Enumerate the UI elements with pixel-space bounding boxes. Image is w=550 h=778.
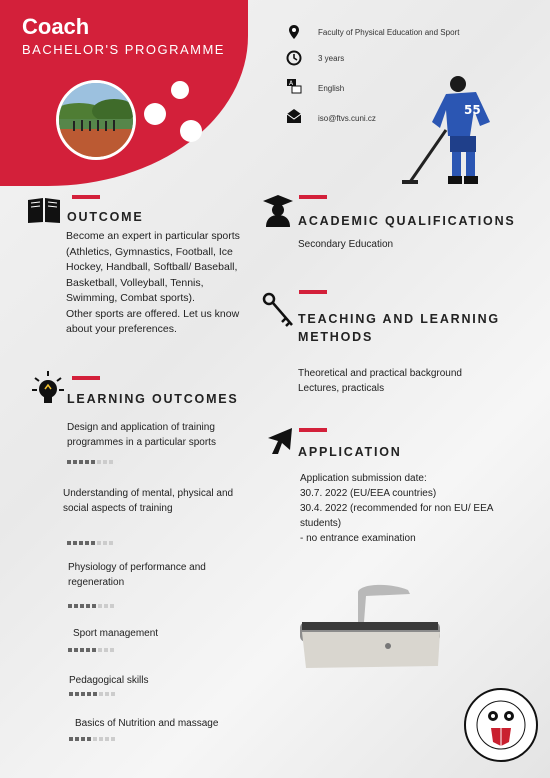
section-accent-bar (72, 376, 100, 380)
learning-item-progress (68, 648, 114, 652)
learning-item-progress (68, 604, 114, 608)
decor-dot (180, 120, 202, 142)
academic-title: ACADEMIC QUALIFICATIONS (298, 214, 516, 228)
graduate-icon (262, 194, 294, 233)
learning-item-label: Design and application of training programmes in a particular sports (67, 422, 216, 448)
info-email[interactable]: iso@ftvs.cuni.cz (318, 114, 376, 123)
treadmill-device-image (296, 582, 446, 679)
book-icon (26, 196, 62, 229)
section-accent-bar (299, 290, 327, 294)
section-accent-bar (72, 195, 100, 199)
svg-text:55: 55 (464, 103, 481, 117)
info-language: English (318, 84, 345, 93)
section-accent-bar (299, 428, 327, 432)
learning-item-label: Basics of Nutrition and massage (75, 718, 219, 729)
hockey-player-image (398, 70, 510, 195)
decor-dot (171, 81, 189, 99)
teaching-text: Theoretical and practical background Lectures, practicals (298, 368, 462, 394)
learning-item-label: Sport management (73, 628, 159, 639)
learning-item-label: Pedagogical skills (69, 675, 149, 686)
page-subtitle: BACHELOR'S PROGRAMME (22, 42, 225, 57)
header-photo (56, 80, 136, 160)
info-duration: 3 years (318, 54, 345, 63)
outcome-title: OUTCOME (67, 210, 144, 224)
svg-text:A: A (289, 80, 294, 87)
academic-text: Secondary Education (298, 239, 394, 250)
key-icon (262, 292, 296, 333)
location-pin-icon (286, 24, 302, 45)
teaching-title: TEACHING AND LEARNING METHODS (298, 312, 500, 344)
learning-item-label: Understanding of mental, physical and social aspects of training (63, 488, 234, 514)
learning-item-progress (67, 460, 113, 464)
application-text: Application submission date: 30.7. 2022 (EU/EEA countries) 30.4. 2022 (recommended for non EU/ EEA students) - no entrance examination (300, 473, 493, 544)
lightbulb-icon (31, 370, 65, 411)
learning-item-progress (67, 541, 113, 545)
info-faculty: Faculty of Physical Education and Sport (318, 28, 460, 37)
university-seal-logo (462, 686, 540, 769)
learning-item-progress (69, 692, 115, 696)
athletes-photo-icon (59, 83, 133, 157)
decor-dot (144, 103, 166, 125)
section-accent-bar (299, 195, 327, 199)
learning-item-label: Physiology of performance and regeneration (68, 562, 206, 588)
learning-item-progress (69, 737, 115, 741)
email-icon (286, 108, 302, 129)
page-title: Coach (22, 14, 90, 39)
clock-icon (286, 50, 302, 71)
application-title: APPLICATION (298, 445, 402, 459)
outcome-text: Become an expert in particular sports (Athletics, Gymnastics, Football, Ice Hockey, Handball, Softball/ Baseball, Basketball, Volleyball, Tennis, Swimming, Combat sports). Other sports are offered. Let us know about your preferences. (66, 230, 240, 335)
learning-title: LEARNING OUTCOMES (67, 392, 239, 406)
cursor-arrow-icon (266, 426, 294, 461)
language-icon (286, 78, 302, 99)
